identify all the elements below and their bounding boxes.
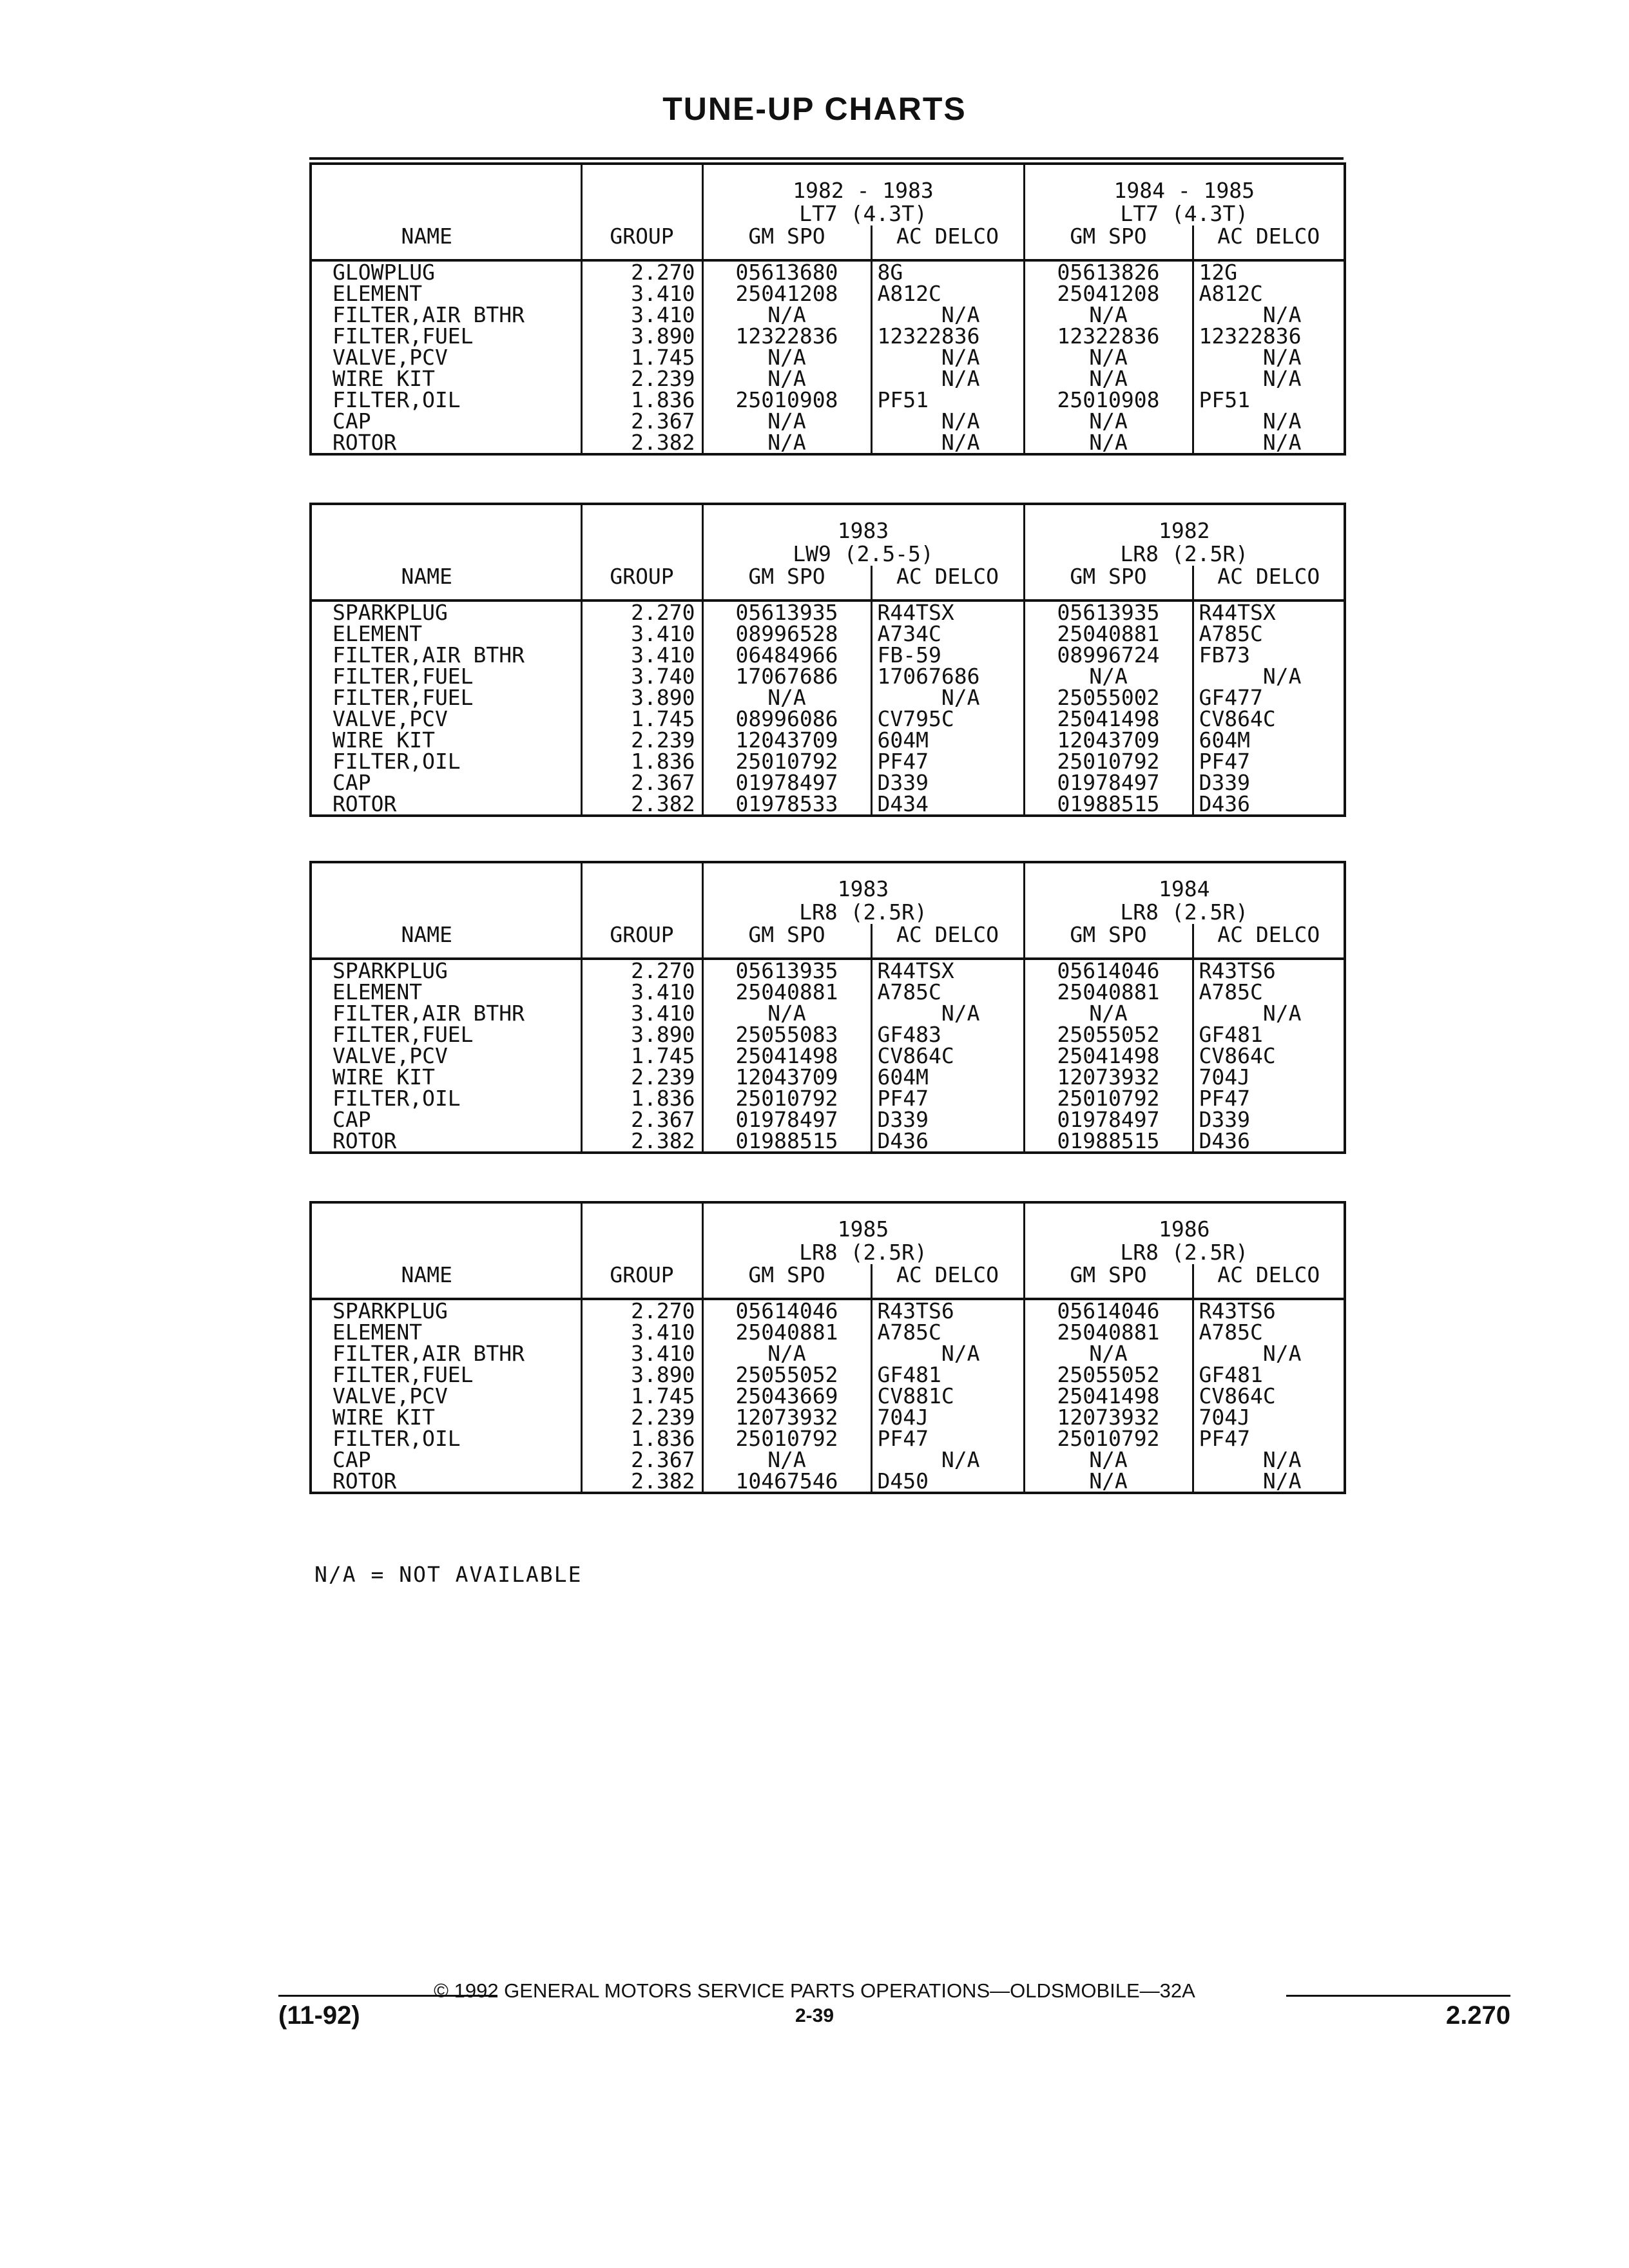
left-gm-list: 05613935 08996528 06484966 17067686 N/A 08996086 12043709 25010792 01978497 01978533 — [735, 600, 838, 816]
gm-spo-col-header: GM SPO — [1024, 924, 1193, 959]
group-code-list: 2.270 3.410 3.410 3.890 1.745 2.239 1.836 2.367 2.382 — [631, 260, 695, 455]
name-header-blank — [311, 1202, 581, 1264]
right-ac-delco — [1193, 959, 1345, 1153]
left-year-header — [702, 1202, 1024, 1264]
left-year: 1983 — [837, 518, 889, 543]
right-gm-list: 05613935 25040881 08996724 N/A 25055002 25041498 12043709 25010792 01978497 01988515 — [1057, 600, 1160, 816]
part-names — [311, 601, 581, 816]
right-engine: LR8 (2.5R) — [1120, 899, 1249, 925]
left-year: 1982 - 1983 — [793, 178, 934, 203]
ac-delco-col-header: AC DELCO — [1193, 226, 1345, 260]
left-ac-delco — [871, 959, 1024, 1153]
group-col-header: GROUP — [581, 1264, 702, 1299]
right-year-header — [1024, 164, 1345, 226]
gm-spo-col-header: GM SPO — [702, 566, 871, 601]
name-col-header: NAME — [311, 1264, 581, 1299]
group-code-list: 2.270 3.410 3.410 3.890 1.745 2.239 1.836 2.367 2.382 — [631, 958, 695, 1153]
left-ac-delco — [871, 601, 1024, 816]
group-codes — [581, 260, 702, 454]
page-title: TUNE-UP CHARTS — [662, 91, 967, 127]
group-header-blank — [581, 1202, 702, 1264]
footer-page-number: 2-39 — [795, 2005, 834, 2026]
tune-up-table-3 — [309, 861, 1346, 1154]
footer-section-number: 2.270 — [1445, 2001, 1510, 2030]
right-engine: LR8 (2.5R) — [1120, 541, 1249, 566]
right-gm-spo — [1024, 1299, 1193, 1493]
right-year-header — [1024, 504, 1345, 566]
name-header-blank — [311, 504, 581, 566]
left-gm-list: 05613680 25041208 N/A 12322836 N/A N/A 25010908 N/A N/A — [735, 260, 838, 455]
ac-delco-col-header: AC DELCO — [871, 226, 1024, 260]
left-engine: LW9 (2.5-5) — [793, 541, 934, 566]
left-year-header — [702, 164, 1024, 226]
left-ac-list: R43TS6 A785C N/A GF481 CV881C 704J PF47 N/A D450 — [877, 1298, 980, 1494]
group-col-header: GROUP — [581, 924, 702, 959]
right-gm-spo — [1024, 959, 1193, 1153]
right-engine: LR8 (2.5R) — [1120, 1240, 1249, 1265]
tune-up-table-1 — [309, 162, 1346, 456]
left-engine: LR8 (2.5R) — [799, 899, 927, 925]
left-ac-list: 8G A812C N/A 12322836 N/A N/A PF51 N/A N/A — [877, 260, 980, 455]
right-engine: LT7 (4.3T) — [1120, 201, 1249, 226]
footer-date-code: (11-92) — [278, 2001, 360, 2030]
right-year-header — [1024, 862, 1345, 924]
name-col-header: NAME — [311, 924, 581, 959]
ac-delco-col-header: AC DELCO — [871, 566, 1024, 601]
part-name-list: GLOWPLUG ELEMENT FILTER,AIR BTHR FILTER,FUEL VALVE,PCV WIRE KIT FILTER,OIL CAP ROTOR — [333, 260, 525, 455]
group-header-blank — [581, 164, 702, 226]
group-code-list: 2.270 3.410 3.410 3.740 3.890 1.745 2.239 1.836 2.367 2.382 — [631, 600, 695, 816]
left-gm-spo — [702, 260, 871, 454]
group-header-blank — [581, 504, 702, 566]
left-engine: LR8 (2.5R) — [799, 1240, 927, 1265]
right-year: 1984 — [1159, 876, 1210, 901]
left-gm-list: 05613935 25040881 N/A 25055083 25041498 12043709 25010792 01978497 01988515 — [735, 958, 838, 1153]
gm-spo-col-header: GM SPO — [1024, 226, 1193, 260]
left-year-header — [702, 862, 1024, 924]
part-names — [311, 959, 581, 1153]
right-year: 1982 — [1159, 518, 1210, 543]
right-year: 1986 — [1159, 1216, 1210, 1242]
group-codes — [581, 601, 702, 816]
right-year: 1984 - 1985 — [1113, 178, 1255, 203]
right-ac-list: 12G A812C N/A 12322836 N/A N/A PF51 N/A N/A — [1199, 260, 1302, 455]
right-gm-spo — [1024, 260, 1193, 454]
footnote: N/A = NOT AVAILABLE — [314, 1562, 583, 1587]
left-gm-spo — [702, 601, 871, 816]
top-rule — [309, 157, 1344, 160]
tune-up-table-4 — [309, 1201, 1346, 1494]
left-year: 1985 — [837, 1216, 889, 1242]
right-gm-list: 05614046 25040881 N/A 25055052 25041498 12073932 25010792 N/A N/A — [1057, 1298, 1160, 1494]
group-codes — [581, 959, 702, 1153]
left-gm-list: 05614046 25040881 N/A 25055052 25043669 12073932 25010792 N/A 10467546 — [735, 1298, 838, 1494]
right-gm-spo — [1024, 601, 1193, 816]
gm-spo-col-header: GM SPO — [702, 924, 871, 959]
name-header-blank — [311, 862, 581, 924]
group-code-list: 2.270 3.410 3.410 3.890 1.745 2.239 1.836 2.367 2.382 — [631, 1298, 695, 1494]
ac-delco-col-header: AC DELCO — [1193, 924, 1345, 959]
left-year: 1983 — [837, 876, 889, 901]
right-ac-delco — [1193, 260, 1345, 454]
ac-delco-col-header: AC DELCO — [1193, 1264, 1345, 1299]
name-col-header: NAME — [311, 226, 581, 260]
group-codes — [581, 1299, 702, 1493]
part-names — [311, 1299, 581, 1493]
gm-spo-col-header: GM SPO — [702, 1264, 871, 1299]
right-ac-list: R44TSX A785C FB73 N/A GF477 CV864C 604M PF47 D339 D436 — [1199, 600, 1302, 816]
left-year-header — [702, 504, 1024, 566]
ac-delco-col-header: AC DELCO — [871, 924, 1024, 959]
ac-delco-col-header: AC DELCO — [1193, 566, 1345, 601]
left-engine: LT7 (4.3T) — [799, 201, 927, 226]
left-ac-delco — [871, 1299, 1024, 1493]
right-ac-list: R43TS6 A785C N/A GF481 CV864C 704J PF47 D339 D436 — [1199, 958, 1302, 1153]
gm-spo-col-header: GM SPO — [1024, 566, 1193, 601]
name-header-blank — [311, 164, 581, 226]
group-col-header: GROUP — [581, 226, 702, 260]
part-name-list: SPARKPLUG ELEMENT FILTER,AIR BTHR FILTER,FUEL VALVE,PCV WIRE KIT FILTER,OIL CAP ROTOR — [333, 1298, 525, 1494]
group-header-blank — [581, 862, 702, 924]
left-ac-delco — [871, 260, 1024, 454]
ac-delco-col-header: AC DELCO — [871, 1264, 1024, 1299]
right-gm-list: 05614046 25040881 N/A 25055052 25041498 12073932 25010792 01978497 01988515 — [1057, 958, 1160, 1153]
gm-spo-col-header: GM SPO — [1024, 1264, 1193, 1299]
part-name-list: SPARKPLUG ELEMENT FILTER,AIR BTHR FILTER,FUEL FILTER,FUEL VALVE,PCV WIRE KIT FILTER,OIL CAP ROTOR — [333, 600, 525, 816]
part-names — [311, 260, 581, 454]
group-col-header: GROUP — [581, 566, 702, 601]
footer-copyright: © 1992 GENERAL MOTORS SERVICE PARTS OPERATIONS—OLDSMOBILE—32A — [434, 1979, 1195, 2002]
left-ac-list: R44TSX A785C N/A GF483 CV864C 604M PF47 D339 D436 — [877, 958, 980, 1153]
name-col-header: NAME — [311, 566, 581, 601]
left-gm-spo — [702, 959, 871, 1153]
left-gm-spo — [702, 1299, 871, 1493]
left-ac-list: R44TSX A734C FB-59 17067686 N/A CV795C 604M PF47 D339 D434 — [877, 600, 980, 816]
gm-spo-col-header: GM SPO — [702, 226, 871, 260]
right-ac-list: R43TS6 A785C N/A GF481 CV864C 704J PF47 N/A N/A — [1199, 1298, 1302, 1494]
part-name-list: SPARKPLUG ELEMENT FILTER,AIR BTHR FILTER,FUEL VALVE,PCV WIRE KIT FILTER,OIL CAP ROTOR — [333, 958, 525, 1153]
right-ac-delco — [1193, 601, 1345, 816]
right-year-header — [1024, 1202, 1345, 1264]
tune-up-table-2 — [309, 503, 1346, 817]
right-gm-list: 05613826 25041208 N/A 12322836 N/A N/A 25010908 N/A N/A — [1057, 260, 1160, 455]
right-ac-delco — [1193, 1299, 1345, 1493]
